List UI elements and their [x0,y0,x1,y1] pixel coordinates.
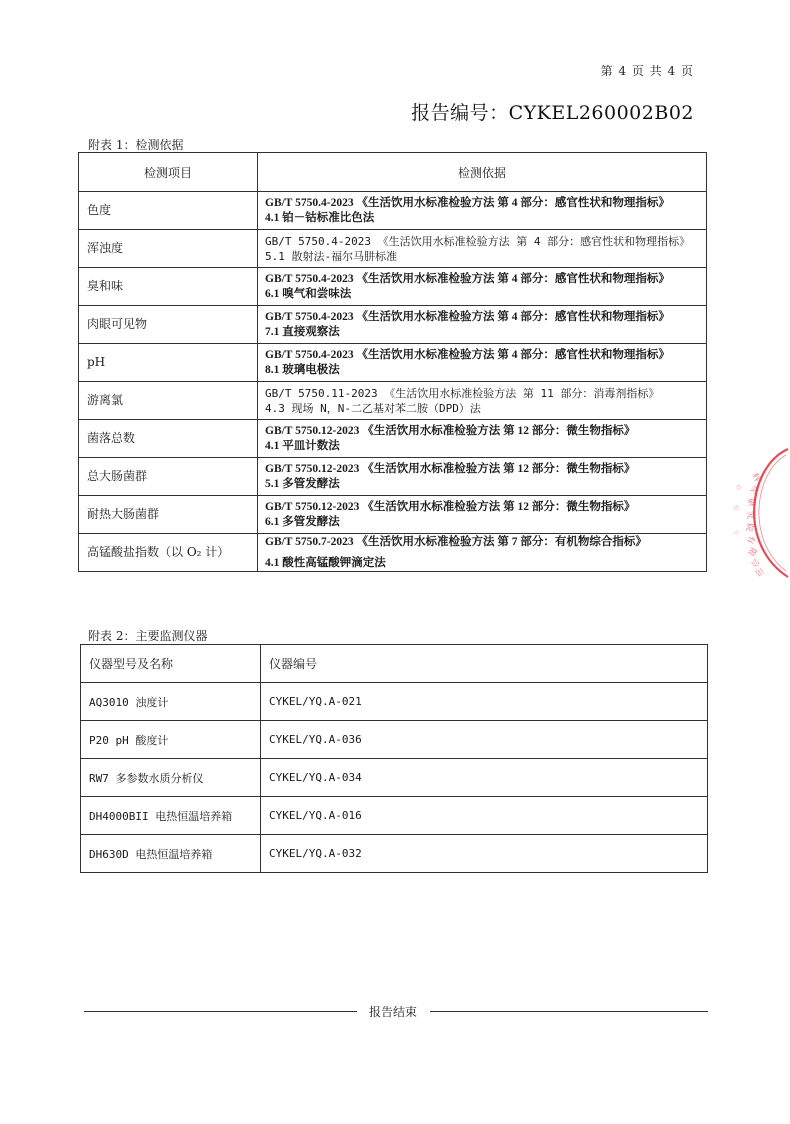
table-row [79,306,707,344]
standard-reference: GB/T 5750.12-2023 《生活饮用水标准检验方法 第 12 部分：微生物指标》 [265,424,636,437]
table-row [79,268,707,306]
end-divider-left [84,1011,357,1012]
svg-text:司: 司 [753,565,766,578]
test-basis [258,496,707,534]
method-clause: 5.1 多管发酵法 [265,477,340,490]
table-row [81,721,708,759]
svg-text:科: 科 [750,471,763,483]
instrument-id: CYKEL/YQ.A-021 [261,683,708,721]
standard-reference: GB/T 5750.4-2023 《生活饮用水标准检验方法 第 4 部分：感官性状和物理指标》 [265,272,670,285]
test-item: 游离氯 [79,382,258,420]
report-end-label: 报告结束 [369,1005,418,1019]
test-item: 耐热大肠菌群 [79,496,258,534]
instrument-name: DH630D 电热恒温培养箱 [81,835,261,873]
svg-text:专: 专 [731,528,740,537]
method-clause: 5.1 散射法-福尔马肼标准 [265,249,398,263]
instrument-id: CYKEL/YQ.A-036 [261,721,708,759]
svg-text:验: 验 [732,505,739,512]
table-row [79,192,707,230]
svg-text:研: 研 [746,497,757,508]
method-clause: 6.1 多管发酵法 [265,515,340,528]
table-row [79,344,707,382]
table-row [81,759,708,797]
standard-reference: GB/T 5750.11-2023 《生活饮用水标准检验方法 第 11 部分：消毒剂指标》 [265,386,660,400]
column-header-instrument-name: 仪器型号及名称 [81,645,261,683]
method-clause: 4.1 酸性高锰酸钾滴定法 [265,556,386,569]
standard-reference: GB/T 5750.4-2023 《生活饮用水标准检验方法 第 4 部分：感官性状和物理指标》 [265,310,670,323]
test-basis [258,192,707,230]
instrument-table [80,644,708,873]
table-row [81,835,708,873]
standard-reference: GB/T 5750.12-2023 《生活饮用水标准检验方法 第 12 部分：微生物指标》 [265,462,636,475]
test-item: pH [79,344,258,382]
instrument-id: CYKEL/YQ.A-032 [261,835,708,873]
svg-text:有: 有 [745,534,757,545]
method-clause: 6.1 嗅气和尝味法 [265,287,352,300]
table-row [79,534,707,572]
standard-reference: GB/T 5750.12-2023 《生活饮用水标准检验方法 第 12 部分：微生物指标》 [265,500,636,513]
method-clause: 4.1 平皿计数法 [265,439,340,452]
instrument-id: CYKEL/YQ.A-016 [261,797,708,835]
official-seal-icon [728,445,790,580]
test-basis [258,534,707,572]
method-clause: 4.3 现场 N，N-二乙基对苯二胺（DPD）法 [265,401,481,415]
table-row [79,382,707,420]
test-basis-table [78,152,707,572]
standard-reference: GB/T 5750.4-2023 《生活饮用水标准检验方法 第 4 部分：感官性状和物理指标》 [265,348,670,361]
test-basis [258,268,707,306]
standard-reference: GB/T 5750.4-2023 《生活饮用水标准检验方法 第 4 部分：感官性状和物理指标》 [265,234,691,248]
test-basis [258,306,707,344]
instrument-id: CYKEL/YQ.A-034 [261,759,708,797]
method-clause: 4.1 铂－钴标准比色法 [265,211,375,224]
table-row [79,420,707,458]
test-item: 臭和味 [79,268,258,306]
method-clause: 7.1 直接观察法 [265,325,340,338]
instrument-name: RW7 多参数水质分析仪 [81,759,261,797]
instrument-name: P20 pH 酸度计 [81,721,261,759]
test-item: 色度 [79,192,258,230]
method-clause: 8.1 玻璃电极法 [265,363,340,376]
table-row [79,230,707,268]
column-header-basis: 检测依据 [258,153,707,192]
table-row [79,496,707,534]
test-basis [258,344,707,382]
svg-text:限: 限 [746,546,759,558]
table1-caption: 附表 1：检测依据 [88,138,184,152]
test-basis [258,458,707,496]
standard-reference: GB/T 5750.7-2023 《生活饮用水标准检验方法 第 7 部分：有机物综合指标》 [265,535,647,548]
test-basis [258,230,707,268]
test-basis [258,382,707,420]
standard-reference: GB/T 5750.4-2023 《生活饮用水标准检验方法 第 4 部分：感官性状和物理指标》 [265,196,670,209]
table2-caption: 附表 2：主要监测仪器 [88,629,208,643]
page-indicator: 第 4 页 共 4 页 [600,64,694,78]
column-header-item: 检测项目 [79,153,258,192]
test-basis [258,420,707,458]
report-number: 报告编号：CYKEL260002B02 [411,102,694,124]
svg-text:检: 检 [734,483,743,492]
end-divider-right [430,1011,708,1012]
test-item: 菌落总数 [79,420,258,458]
test-item: 肉眼可见物 [79,306,258,344]
svg-text:公: 公 [749,556,762,569]
table-header-row [79,153,707,192]
instrument-name: AQ3010 浊度计 [81,683,261,721]
instrument-name: DH4000BII 电热恒温培养箱 [81,797,261,835]
table-row [81,797,708,835]
test-item: 总大肠菌群 [79,458,258,496]
table-row [81,683,708,721]
column-header-instrument-id: 仪器编号 [261,645,708,683]
table-row [79,458,707,496]
svg-text:究: 究 [746,511,755,519]
svg-text:学: 学 [748,484,760,496]
test-item: 浑浊度 [79,230,258,268]
test-item: 高锰酸盐指数（以 O₂ 计） [79,534,258,572]
svg-text:院: 院 [744,522,755,533]
table-header-row [81,645,708,683]
